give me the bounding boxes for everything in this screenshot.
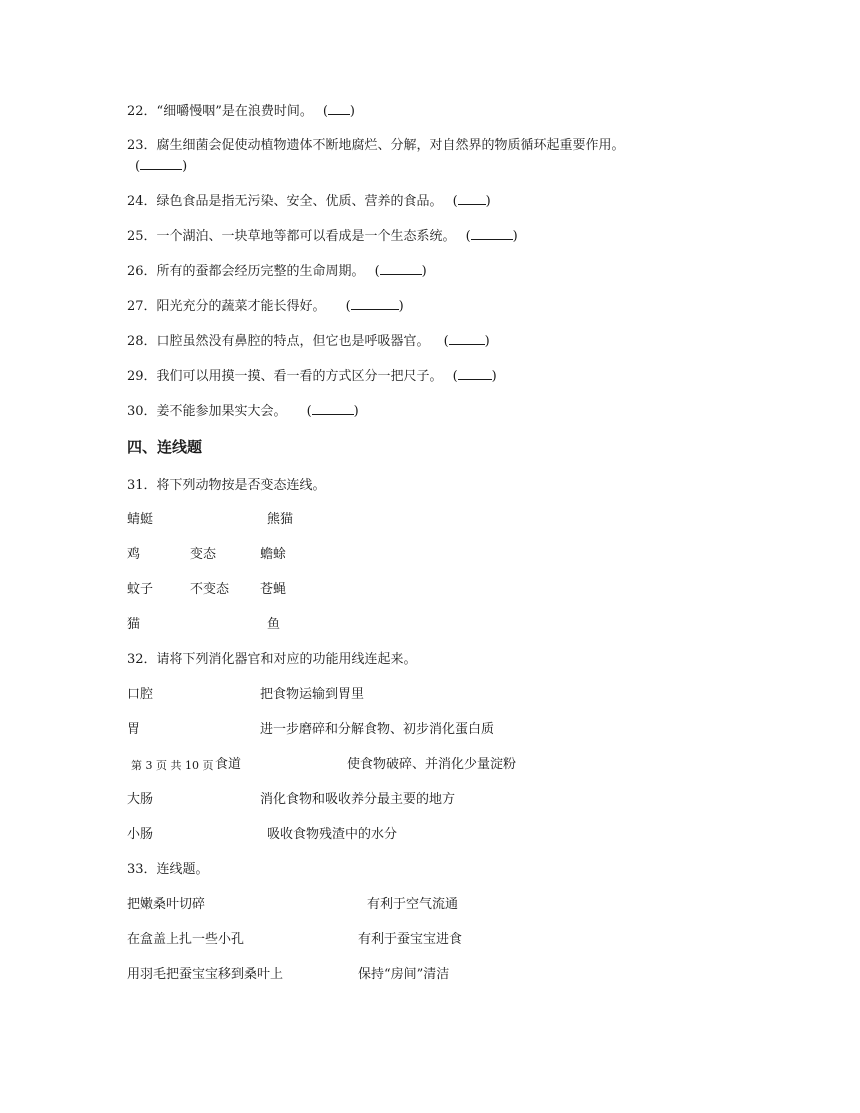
q32-right-item[interactable]: 把食物运输到胃里 (260, 687, 365, 702)
q31-left-item[interactable]: 蜻蜓 (127, 512, 154, 527)
question-number: 26． (127, 264, 157, 279)
q33-left-item[interactable]: 用羽毛把蚕宝宝移到桑叶上 (127, 967, 284, 982)
q32-left-item[interactable]: 胃 (127, 722, 141, 737)
question-23 (127, 137, 625, 155)
answer-blank[interactable]: ( ) (452, 369, 497, 384)
question-number: 29． (127, 369, 157, 384)
question-number: 28． (127, 334, 157, 349)
q32-right-item[interactable]: 消化食物和吸收养分最主要的地方 (260, 792, 456, 807)
section-title: 四、连线题 (127, 438, 203, 456)
question-text: 所有的蚕都会经历完整的生命周期。 (156, 264, 365, 279)
q33-right-item[interactable]: 有利于蚕宝宝进食 (358, 932, 463, 947)
question-number: 23． (127, 138, 157, 153)
question-31-stem: 31．将下列动物按是否变态连线。 (127, 478, 326, 493)
question-number: 24． (127, 194, 157, 209)
question-number: 30． (127, 404, 157, 419)
q31-left-item[interactable]: 猫 (127, 617, 141, 632)
question-28 (127, 332, 490, 351)
question-text: 腐生细菌会促使动植物遗体不断地腐烂、分解，对自然界的物质循环起重要作用。 (156, 138, 625, 153)
question-27 (127, 297, 404, 316)
page-footer: 第 3 页 共 10 页 (131, 759, 214, 772)
question-32-stem: 32．请将下列消化器官和对应的功能用线连起来。 (127, 652, 417, 667)
answer-blank[interactable]: ( ) (465, 229, 518, 244)
question-text: 口腔虽然没有鼻腔的特点，但它也是呼吸器官。 (156, 334, 430, 349)
q32-right-item[interactable]: 进一步磨碎和分解食物、初步消化蛋白质 (260, 722, 495, 737)
q31-right-item[interactable]: 苍蝇 (260, 582, 287, 597)
q31-left-item[interactable]: 蚊子 (127, 582, 154, 597)
answer-blank[interactable]: ( ) (443, 334, 490, 349)
question-25 (127, 227, 518, 246)
q32-left-item[interactable]: 小肠 (127, 827, 154, 842)
answer-blank[interactable]: ( ) (135, 159, 188, 174)
q31-right-item[interactable]: 熊猫 (267, 512, 294, 527)
answer-blank[interactable]: ( ) (452, 194, 491, 209)
answer-blank[interactable]: ( ) (345, 299, 404, 314)
question-33-stem: 33．连线题。 (127, 862, 209, 877)
question-26 (127, 262, 427, 281)
question-text: 一个湖泊、一块草地等都可以看成是一个生态系统。 (156, 229, 456, 244)
q33-left-item[interactable]: 在盒盖上扎一些小孔 (127, 932, 245, 947)
question-number: 25． (127, 229, 157, 244)
question-22 (127, 102, 355, 121)
question-29 (127, 367, 497, 386)
question-number: 22． (127, 104, 157, 119)
answer-blank[interactable]: ( ) (306, 404, 359, 419)
question-number: 27． (127, 299, 157, 314)
q32-right-item[interactable]: 使食物破碎、并消化少量淀粉 (347, 757, 517, 772)
q32-left-item[interactable]: 大肠 (127, 792, 154, 807)
q31-middle-item[interactable]: 变态 (190, 547, 217, 562)
q31-middle-item[interactable]: 不变态 (190, 582, 230, 597)
question-23-blank-line (127, 157, 187, 176)
question-30 (127, 402, 359, 421)
question-text: 姜不能参加果实大会。 (156, 404, 287, 419)
question-text: 绿色食品是指无污染、安全、优质、营养的食品。 (156, 194, 443, 209)
q31-right-item[interactable]: 蟾蜍 (260, 547, 287, 562)
answer-blank[interactable]: ( ) (322, 104, 355, 119)
answer-blank[interactable]: ( ) (374, 264, 427, 279)
q33-right-item[interactable]: 保持“房间”清洁 (358, 967, 450, 982)
q31-right-item[interactable]: 鱼 (267, 617, 281, 632)
question-text: 我们可以用摸一摸、看一看的方式区分一把尺子。 (156, 369, 443, 384)
question-24 (127, 192, 491, 211)
q31-left-item[interactable]: 鸡 (127, 547, 141, 562)
q32-left-item[interactable]: 口腔 (127, 687, 154, 702)
question-text: 阳光充分的蔬菜才能长得好。 (156, 299, 326, 314)
q33-left-item[interactable]: 把嫩桑叶切碎 (127, 897, 206, 912)
q32-left-item[interactable]: 食道 (215, 757, 242, 772)
q33-right-item[interactable]: 有利于空气流通 (367, 897, 459, 912)
question-text: “细嚼慢咽”是在浪费时间。 (156, 104, 313, 119)
q32-right-item[interactable]: 吸收食物残渣中的水分 (267, 827, 398, 842)
